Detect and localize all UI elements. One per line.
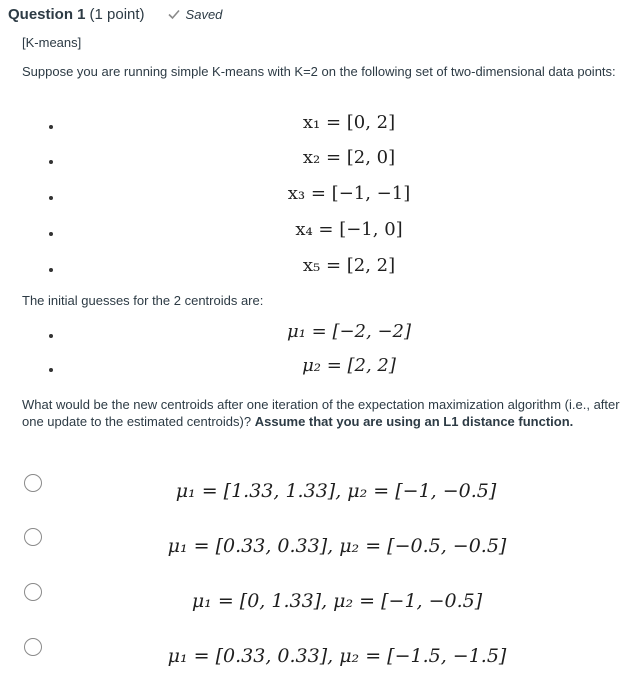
list-bullet xyxy=(49,160,53,164)
question-tag: [K-means] xyxy=(22,35,82,50)
question-prompt-text: What would be the new centroids after one iteration of the expectation maximization algorithm (i.e., after one update to the estimated centroids)? xyxy=(22,397,620,429)
option-3-radio[interactable] xyxy=(24,583,42,601)
list-bullet xyxy=(49,334,53,338)
point-x1: x₁ = [0, 2] xyxy=(302,112,396,133)
option-3-label[interactable]: μ₁ = [0, 1.33], μ₂ = [−1, −0.5] xyxy=(191,590,483,612)
list-bullet xyxy=(49,125,53,129)
list-bullet xyxy=(49,268,53,272)
option-2-label[interactable]: μ₁ = [0.33, 0.33], μ₂ = [−0.5, −0.5] xyxy=(167,535,507,557)
point-x4: x₄ = [−1, 0] xyxy=(295,219,403,240)
question-header xyxy=(8,4,222,24)
saved-label: Saved xyxy=(185,6,223,22)
question-prompt-emphasis: Assume that you are using an L1 distance function. xyxy=(254,414,574,429)
option-1-label[interactable]: μ₁ = [1.33, 1.33], μ₂ = [−1, −0.5] xyxy=(175,480,497,502)
question-prompt xyxy=(22,396,626,430)
question-intro: Suppose you are running simple K-means with K=2 on the following set of two-dimensional data points: xyxy=(22,64,616,79)
option-4-radio[interactable] xyxy=(24,638,42,656)
point-x3: x₃ = [−1, −1] xyxy=(287,183,411,204)
point-x2: x₂ = [2, 0] xyxy=(302,147,396,168)
point-x5: x₅ = [2, 2] xyxy=(302,255,396,276)
centroids-intro: The initial guesses for the 2 centroids are: xyxy=(22,293,264,308)
centroid-mu1: μ₁ = [−2, −2] xyxy=(287,321,411,342)
option-4-label[interactable]: μ₁ = [0.33, 0.33], μ₂ = [−1.5, −1.5] xyxy=(167,645,507,667)
option-1-radio[interactable] xyxy=(24,474,42,492)
centroid-mu2: μ₂ = [2, 2] xyxy=(302,355,396,376)
list-bullet xyxy=(49,232,53,236)
option-2-radio[interactable] xyxy=(24,528,42,546)
question-title: Question 1 xyxy=(8,5,86,23)
checkmark-icon xyxy=(167,7,181,21)
question-points: (1 point) xyxy=(89,5,145,23)
saved-status xyxy=(167,7,223,22)
list-bullet xyxy=(49,196,53,200)
list-bullet xyxy=(49,368,53,372)
